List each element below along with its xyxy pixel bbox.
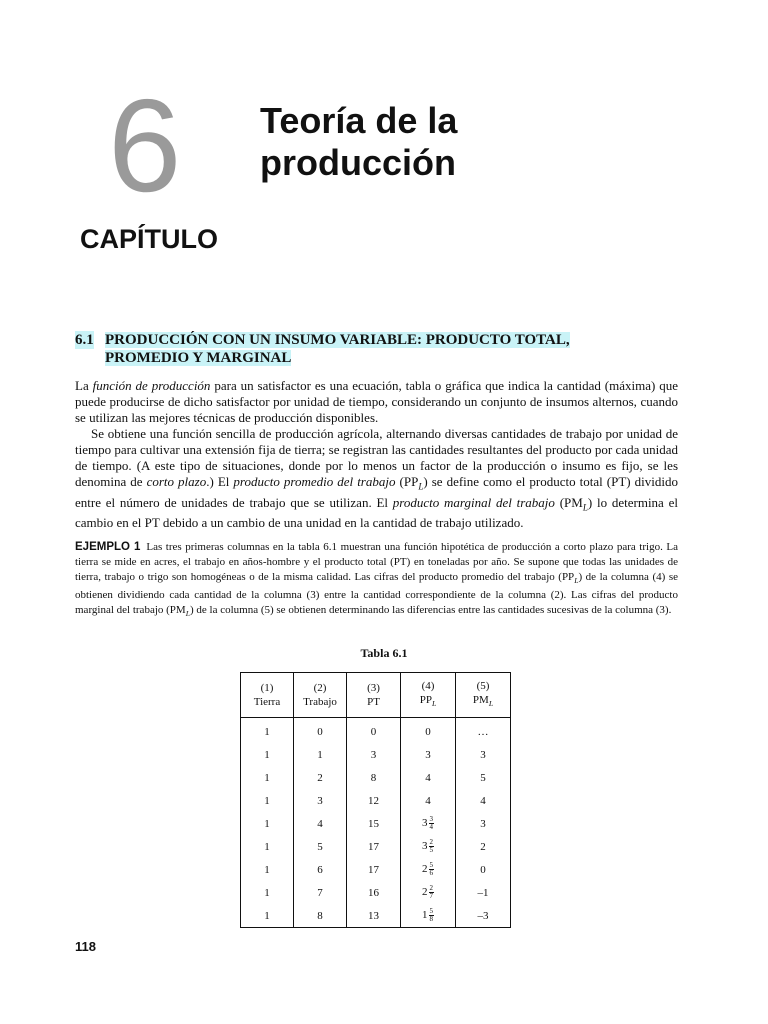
header-label: Tierra — [253, 696, 281, 708]
table-row — [241, 835, 511, 858]
cell-pt: 13 — [347, 904, 401, 928]
table-row — [241, 766, 511, 789]
subscript: L — [574, 576, 579, 586]
cell-pml: 0 — [456, 858, 511, 881]
ppl-whole: 4 — [425, 771, 431, 784]
cell-pml: 5 — [456, 766, 511, 789]
cell-pt: 17 — [347, 858, 401, 881]
cell-ppl — [401, 858, 456, 881]
cell-pt: 15 — [347, 812, 401, 835]
cell-ppl — [401, 812, 456, 835]
section-title-line-1: PRODUCCIÓN CON UN INSUMO VARIABLE: PRODUCTO TOTAL, — [105, 332, 570, 348]
cell-trabajo: 7 — [294, 881, 347, 904]
ppl-whole: 4 — [425, 794, 431, 807]
fraction-denominator: 8 — [429, 915, 433, 923]
fraction-numerator: 2 — [429, 838, 433, 846]
subscript: L — [418, 481, 424, 492]
text-run: ) lo determina el cambio en el PT debido a un cambio de una unidad en la cantidad de trabajo utilizado. — [75, 494, 678, 531]
chapter-title-line-2: producción — [260, 142, 456, 183]
header-label: PT — [367, 696, 380, 708]
header-number: (1) — [260, 682, 274, 694]
cell-ppl — [401, 743, 456, 766]
cell-tierra: 1 — [241, 858, 294, 881]
cell-trabajo: 2 — [294, 766, 347, 789]
header-pt — [347, 673, 401, 718]
example-1 — [75, 540, 678, 621]
header-label: Trabajo — [303, 696, 337, 708]
table-row — [241, 858, 511, 881]
cell-ppl — [401, 881, 456, 904]
chapter-title-line-1: Teoría de la — [260, 100, 458, 141]
cell-ppl — [401, 789, 456, 812]
cell-ppl — [401, 718, 456, 744]
section-title — [105, 331, 665, 367]
ppl-whole: 3 — [425, 748, 431, 761]
ppl-whole: 0 — [425, 725, 431, 738]
header-trabajo — [294, 673, 347, 718]
cell-pml: –1 — [456, 881, 511, 904]
cell-pml: … — [456, 718, 511, 744]
table-row — [241, 743, 511, 766]
ppl-whole: 3 — [422, 840, 428, 853]
ppl-fraction — [429, 862, 435, 877]
table-row — [241, 718, 511, 744]
body-text — [75, 378, 678, 531]
header-number: (2) — [313, 682, 327, 694]
text-run: (PM — [554, 494, 583, 510]
chapter-label: CAPÍTULO — [80, 224, 218, 254]
cell-tierra: 1 — [241, 743, 294, 766]
cell-trabajo: 8 — [294, 904, 347, 928]
ppl-whole: 3 — [422, 817, 428, 830]
table-caption: Tabla 6.1 — [360, 646, 408, 660]
cell-trabajo: 0 — [294, 718, 347, 744]
paragraph-1 — [75, 378, 678, 426]
cell-trabajo: 4 — [294, 812, 347, 835]
cell-tierra: 1 — [241, 766, 294, 789]
cell-ppl — [401, 904, 456, 928]
cell-trabajo: 5 — [294, 835, 347, 858]
text-run: Se obtiene una función sencilla de producción agrícola, alternando diversas cantidades de trabajo por unidad de tiempo para cultivar una extensión fija de tierra; se registran las cantidades resultantes del producto por cada unidad de tiempo. (A este tipo de situaciones, donde por lo menos un factor de la producción o insumo es fijo, se les denomina de — [75, 426, 678, 489]
section-number: 6.1 — [75, 332, 94, 348]
text-run: Las tres primeras columnas en la tabla 6.1 muestran una función hipotética de producción a corto plazo para trigo. La tierra se mide en acres, el trabajo en años-hombre y el producto total (PT) en toneladas por año. Se supone que todas las unidades de tierra, trabajo o trigo son homogéneas o de la misma calidad. Las cifras del producto promedio del trabajo (PP — [75, 541, 678, 583]
header-number: (3) — [367, 682, 380, 694]
header-subscript: L — [431, 699, 437, 709]
ppl-fraction — [429, 816, 435, 831]
fraction-numerator: 3 — [429, 815, 433, 823]
cell-trabajo: 1 — [294, 743, 347, 766]
cell-tierra: 1 — [241, 718, 294, 744]
cell-trabajo: 6 — [294, 858, 347, 881]
page-number: 118 — [75, 939, 96, 954]
fraction-denominator: 6 — [429, 869, 433, 877]
cell-pml: 4 — [456, 789, 511, 812]
header-tierra — [241, 673, 294, 718]
cell-pt: 16 — [347, 881, 401, 904]
fraction-denominator: 7 — [429, 892, 433, 900]
cell-pml: 2 — [456, 835, 511, 858]
ppl-fraction — [429, 839, 435, 854]
header-number: (5) — [476, 679, 490, 692]
chapter-title — [260, 100, 680, 184]
text-run: ) de la columna (5) se obtienen determinando las diferencias entre las cantidades sucesivas de la columna (3). — [189, 604, 672, 617]
subscript: L — [185, 609, 190, 619]
text-run: La — [75, 378, 93, 393]
cell-pt: 0 — [347, 718, 401, 744]
fraction-denominator: 4 — [429, 823, 433, 831]
cell-trabajo: 3 — [294, 789, 347, 812]
cell-pml: 3 — [456, 812, 511, 835]
cell-tierra: 1 — [241, 881, 294, 904]
table-row — [241, 881, 511, 904]
cell-ppl — [401, 766, 456, 789]
cell-tierra: 1 — [241, 904, 294, 928]
subscript: L — [582, 502, 588, 513]
cell-pt: 12 — [347, 789, 401, 812]
table-row — [241, 904, 511, 928]
production-table — [240, 672, 511, 928]
header-number: (4) — [421, 679, 435, 692]
table-row — [241, 812, 511, 835]
header-label: PP — [419, 693, 432, 706]
header-label: PM — [472, 693, 489, 706]
cell-tierra: 1 — [241, 789, 294, 812]
cell-pml: –3 — [456, 904, 511, 928]
table-body — [241, 718, 511, 928]
term-short-run: corto plazo — [146, 474, 207, 489]
cell-tierra: 1 — [241, 835, 294, 858]
cell-ppl — [401, 835, 456, 858]
cell-pt: 3 — [347, 743, 401, 766]
ppl-fraction — [429, 885, 435, 900]
cell-pt: 8 — [347, 766, 401, 789]
header-subscript: L — [488, 699, 494, 709]
cell-pml: 3 — [456, 743, 511, 766]
text-run: (PP — [395, 474, 419, 489]
ppl-fraction — [429, 908, 435, 923]
text-run: ) de la columna (4) se obtienen dividiendo cada cantidad de la columna (3) entre la cantidad correspondiente de la columna (2). Las cifras del producto marginal del trabajo (PM — [75, 571, 678, 617]
term-production-function: función de producción — [92, 378, 211, 393]
fraction-numerator: 5 — [429, 907, 433, 915]
fraction-numerator: 2 — [429, 884, 433, 892]
text-run: para un satisfactor es una ecuación, tabla o gráfica que indica la cantidad (máxima) que puede producirse de dicho satisfactor por unidad de tiempo, considerando un conjunto de insumos alternos, cuando se utilizan las mejores técnicas de producción disponibles. — [75, 378, 678, 425]
paragraph-2 — [75, 426, 678, 531]
fraction-numerator: 5 — [429, 861, 433, 869]
term-average-product: producto promedio del trabajo — [233, 474, 396, 489]
cell-pt: 17 — [347, 835, 401, 858]
section-title-line-2: PROMEDIO Y MARGINAL — [105, 350, 292, 366]
ppl-whole: 2 — [422, 863, 428, 876]
text-run: .) El — [206, 474, 234, 489]
table-header-row — [241, 673, 511, 718]
header-pml — [456, 673, 511, 718]
fraction-denominator: 5 — [429, 846, 433, 854]
cell-tierra: 1 — [241, 812, 294, 835]
text-run: ) se define como el producto total (PT) dividido entre el número de unidades de trabajo que se utilizan. El — [75, 474, 678, 510]
term-marginal-product: producto marginal del trabajo — [392, 494, 555, 510]
ppl-whole: 1 — [422, 909, 428, 922]
table-row — [241, 789, 511, 812]
header-ppl — [401, 673, 456, 718]
example-label: EJEMPLO 1 — [75, 541, 141, 553]
ppl-whole: 2 — [422, 886, 428, 899]
chapter-number: 6 — [108, 72, 180, 219]
